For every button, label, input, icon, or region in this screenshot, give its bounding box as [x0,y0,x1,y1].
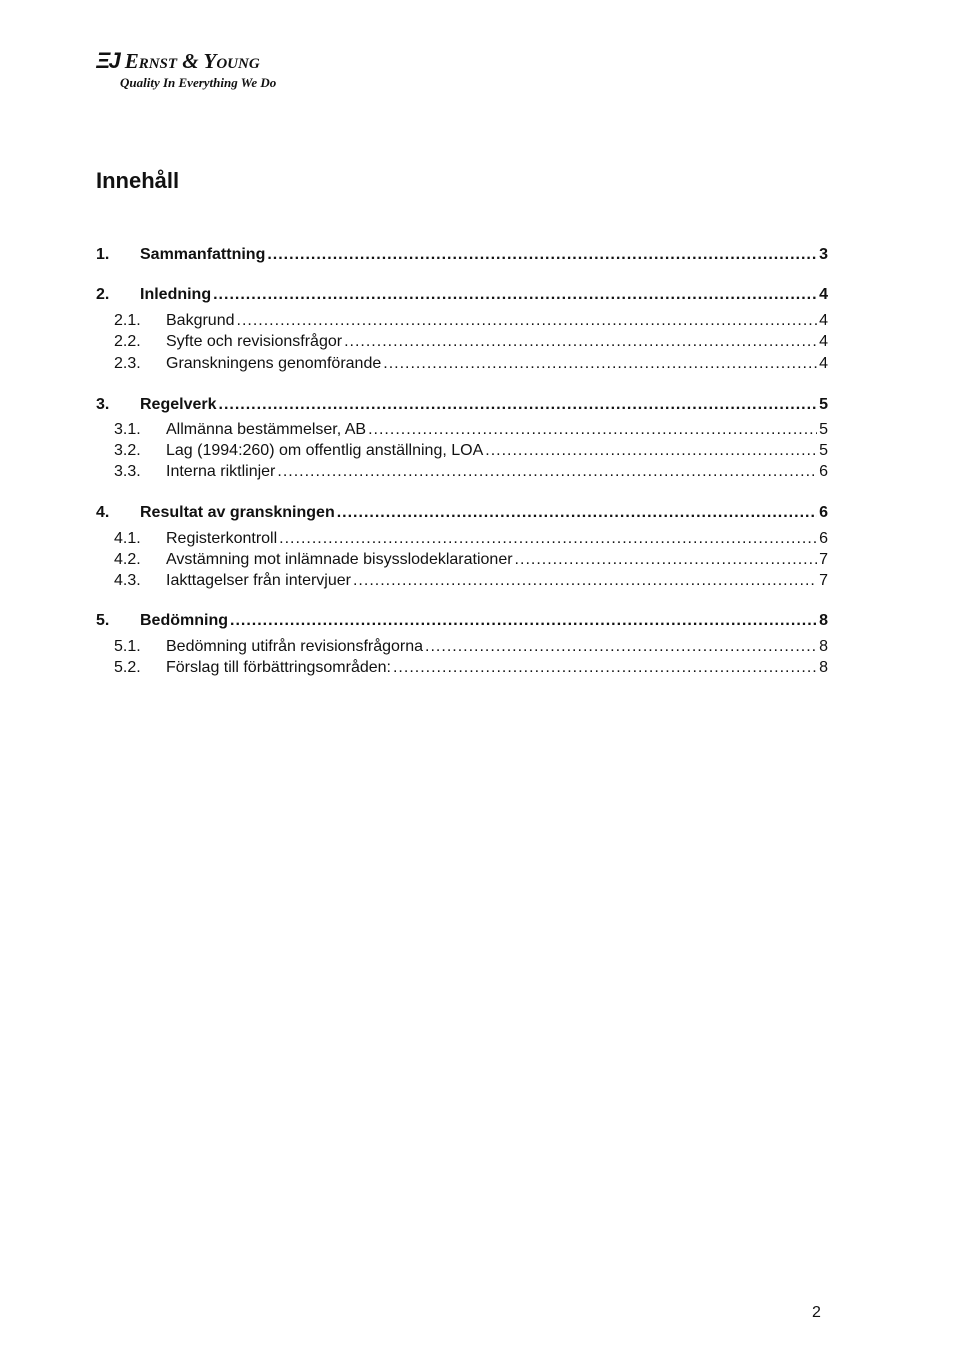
toc-entry-number: 2. [96,286,110,303]
toc-entry-page: 4 [819,333,828,350]
toc-leader-dots [230,612,817,630]
toc-entry-number: 4.1. [114,530,141,547]
toc-entry-page: 6 [819,530,828,547]
toc-entry-2[interactable] [96,286,828,304]
toc-leader-dots [279,530,817,548]
toc-entry-label: Inledning [140,286,212,303]
toc-leader-dots [425,638,817,656]
logo-tagline: Quality In Everything We Do [120,75,277,90]
toc-entry-number: 4.2. [114,551,141,568]
toc-entry-page: 8 [819,659,828,676]
toc-entry-number: 3.1. [114,421,141,438]
toc-leader-dots [515,551,818,569]
toc-entry-label: Sammanfattning [140,246,266,263]
toc-entry-number: 3. [96,396,110,413]
toc-entry-number: 3.3. [114,463,141,480]
toc-entry-3-3[interactable] [96,463,828,481]
logo-wordmark [96,48,276,74]
company-logo [96,48,276,91]
toc-entry-4[interactable] [96,504,828,522]
toc-entry-page: 5 [819,421,828,438]
toc-entry-label: Iakttagelser från intervjuer [166,572,351,589]
toc-entry-number: 3.2. [114,442,141,459]
toc-entry-page: 7 [819,551,828,568]
toc-entry-label: Förslag till förbättringsområden: [166,659,391,676]
toc-entry-page: 8 [819,638,828,655]
toc-entry-page: 8 [819,612,828,629]
toc-entry-4-1[interactable] [96,530,828,548]
toc-entry-page: 4 [819,355,828,372]
toc-leader-dots [353,572,817,590]
toc-entry-3-2[interactable] [96,442,828,460]
toc-entry-number: 2.3. [114,355,141,372]
toc-entry-3-1[interactable] [96,421,828,439]
toc-entry-label: Registerkontroll [166,530,278,547]
toc-entry-label: Syfte och revisionsfrågor [166,333,343,350]
toc-entry-1[interactable] [96,246,828,264]
toc-entry-label: Interna riktlinjer [166,463,276,480]
toc-entry-number: 2.2. [114,333,141,350]
toc-entry-label: Allmänna bestämmelser, AB [166,421,367,438]
toc-leader-dots [485,442,817,460]
toc-leader-dots [277,463,817,481]
toc-entry-4-3[interactable] [96,572,828,590]
toc-leader-dots [213,286,817,304]
toc-entry-page: 6 [819,463,828,480]
toc-entry-4-2[interactable] [96,551,828,569]
toc-entry-number: 5.2. [114,659,141,676]
toc-entry-page: 4 [819,286,828,303]
toc-leader-dots [337,504,817,522]
toc-entry-label: Granskningens genomförande [166,355,382,372]
toc-entry-number: 1. [96,246,110,263]
toc-entry-label: Resultat av granskningen [140,504,335,521]
toc-entry-page: 4 [819,312,828,329]
toc-entry-label: Regelverk [140,396,217,413]
toc-entry-5-2[interactable] [96,659,828,677]
ey-logo-icon: ΞJ [96,48,119,73]
toc-entry-number: 5.1. [114,638,141,655]
toc-entry-2-1[interactable] [96,312,828,330]
toc-entry-label: Bedömning [140,612,228,629]
toc-entry-number: 5. [96,612,110,629]
toc-leader-dots [267,246,817,264]
toc-entry-5[interactable] [96,612,828,630]
toc-leader-dots [219,396,818,414]
toc-leader-dots [237,312,818,330]
toc-entry-page: 5 [819,396,828,413]
toc-entry-number: 2.1. [114,312,141,329]
toc-entry-2-2[interactable] [96,333,828,351]
toc-entry-label: Lag (1994:260) om offentlig anställning, LOA [166,442,484,459]
toc-entry-3[interactable] [96,396,828,414]
toc-leader-dots [393,659,817,677]
toc-entry-number: 4. [96,504,110,521]
toc-title: Innehåll [96,168,180,193]
toc-entry-page: 5 [819,442,828,459]
toc-entry-label: Bakgrund [166,312,235,329]
toc-entry-label: Bedömning utifrån revisionsfrågorna [166,638,424,655]
toc-leader-dots [368,421,817,439]
toc-entry-label: Avstämning mot inlämnade bisysslodeklarationer [166,551,513,568]
toc-entry-page: 7 [819,572,828,589]
toc-entry-number: 4.3. [114,572,141,589]
toc-entry-page: 3 [819,246,828,263]
page-number: 2 [812,1304,821,1321]
toc-leader-dots [344,333,817,351]
toc-leader-dots [383,355,817,373]
toc-entry-2-3[interactable] [96,355,828,373]
toc-entry-5-1[interactable] [96,638,828,656]
logo-company-name: Ernst & Young [124,48,260,73]
toc-entry-page: 6 [819,504,828,521]
